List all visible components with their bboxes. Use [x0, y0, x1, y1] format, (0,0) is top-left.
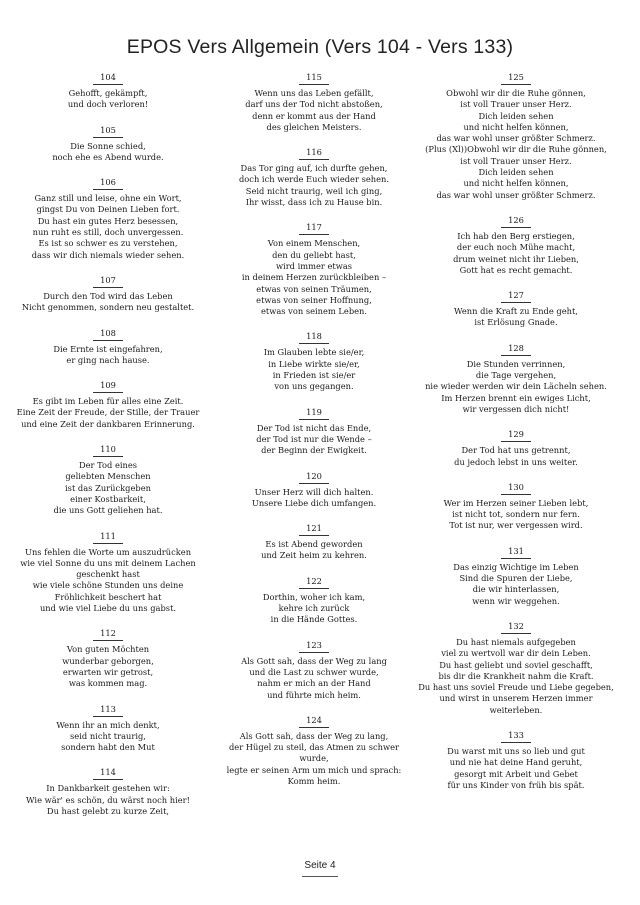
verse-text — [8, 783, 208, 817]
verse-number-rule — [501, 227, 531, 228]
verse-line: die Tage vergehen, — [475, 370, 557, 381]
verse-line: Das Tor ging auf, ich durfte gehen, — [240, 163, 388, 174]
verse-block — [8, 177, 208, 261]
verse-number: 110 — [100, 444, 116, 455]
verse-number-rule — [501, 558, 531, 559]
verse-number-rule — [501, 494, 531, 495]
verse-line: wie viel Sonne du uns mit deinem Lachen — [20, 557, 196, 568]
verse-text — [416, 306, 616, 329]
verse-line: in deinem Herzen zurückbleiben – — [241, 272, 387, 283]
verse-number-rule — [93, 543, 123, 544]
verse-text — [214, 539, 414, 562]
verse-block — [8, 328, 208, 367]
verse-number: 120 — [306, 470, 322, 481]
verse-line: Dich leiden sehen — [478, 167, 554, 178]
verse-number-rule — [299, 588, 329, 589]
verse-text — [416, 637, 616, 716]
verse-line: Gehofft, gekämpft, — [68, 88, 148, 98]
verse-line: einer Kostbarkeit, — [70, 493, 146, 504]
verse-line: des gleichen Meisters. — [266, 121, 362, 132]
verse-line: Wenn die Kraft zu Ende geht, — [454, 306, 578, 317]
verse-number: 112 — [100, 628, 116, 639]
verse-line: und eine Zeit der dankbaren Erinnerung. — [21, 418, 195, 429]
verse-number-rule — [299, 652, 329, 653]
verse-line: wenn wir weggehen. — [472, 595, 560, 606]
verse-line: du jedoch lebst in uns weiter. — [454, 456, 578, 467]
verse-line: Komm heim. — [287, 775, 341, 786]
verse-number: 116 — [306, 147, 322, 158]
verse-line: Du hast gelebt zu kurze Zeit, — [46, 805, 170, 816]
verse-text — [8, 547, 208, 615]
verse-line: Seid nicht traurig, weil ich ging, — [245, 185, 383, 196]
verse-line: Der Tod ist nicht das Ende, — [256, 422, 372, 433]
verse-line: der euch noch Mühe macht, — [456, 242, 576, 253]
verse-line: gingst Du von Deinen Lieben fort. — [36, 204, 180, 215]
verse-line: Nicht genommen, sondern neu gestaltet. — [21, 302, 195, 313]
verse-text — [214, 88, 414, 133]
verse-line: Es ist Abend geworden — [265, 539, 363, 550]
verse-line: weiterleben. — [489, 704, 543, 715]
verse-line: und nie hat deine Hand geruht, — [449, 757, 583, 768]
verse-line: Obwohl wir dir die Ruhe gönnen, — [446, 88, 586, 98]
verse-line: den du geliebt hast, — [272, 249, 356, 260]
verse-line: denn er kommt aus der Hand — [252, 110, 376, 121]
verse-line: Der Tod eines — [78, 460, 138, 471]
verse-number: 117 — [306, 222, 322, 233]
verse-block — [8, 125, 208, 164]
verse-number: 123 — [306, 639, 322, 650]
verse-block — [8, 628, 208, 689]
verse-line: Durch den Tod wird das Leben — [43, 290, 173, 301]
verse-line: wurde, — [299, 753, 329, 764]
verse-line: doch ich werde Euch wieder sehen. — [239, 174, 389, 185]
verse-line: Uns fehlen die Worte um auszudrücken — [24, 546, 192, 557]
verse-text — [8, 460, 208, 516]
verse-line: Wenn uns das Leben gefällt, — [254, 88, 374, 98]
verse-line: nie wieder werden wir dein Lächeln sehen. — [425, 381, 607, 392]
verse-line: noch ehe es Abend wurde. — [52, 151, 164, 162]
verse-number: 109 — [100, 380, 116, 391]
verse-number: 129 — [508, 429, 524, 440]
verse-line: ist das Zurückgeben — [65, 482, 151, 493]
verse-text — [8, 344, 208, 367]
verse-number-rule — [93, 779, 123, 780]
verse-line: das war wohl unser größter Schmerz. — [436, 133, 596, 144]
verse-number-rule — [299, 727, 329, 728]
verse-text — [8, 720, 208, 754]
verse-line: geschenkt hast — [76, 569, 140, 580]
verse-block — [214, 407, 414, 457]
verse-line: von uns gegangen. — [274, 381, 354, 392]
footer-rule — [302, 876, 338, 877]
verse-line: und die Last zu schwer wurde, — [249, 666, 379, 677]
verse-number-rule — [501, 302, 531, 303]
verse-line: sondern habt den Mut — [61, 742, 155, 753]
verse-block — [214, 640, 414, 701]
verse-text — [8, 193, 208, 261]
verse-line: etwas von seinem Leben. — [260, 306, 368, 317]
verse-line: etwas von seiner Hoffnung, — [256, 294, 372, 305]
verse-line: in Frieden ist sie/er — [272, 370, 356, 381]
verse-line: Im Herzen brennt ein ewiges Licht, — [441, 392, 591, 403]
verse-line: und nicht helfen können, — [463, 178, 569, 189]
verse-text — [214, 423, 414, 457]
verse-text — [8, 396, 208, 430]
verse-line: und wie viel Liebe du uns gabst. — [39, 603, 177, 614]
verse-text — [8, 141, 208, 164]
verse-text — [416, 445, 616, 468]
verse-line: Ihr wisst, dass ich zu Hause bin. — [245, 197, 383, 208]
verse-line: geliebten Menschen — [65, 471, 151, 482]
verse-line: wie viele schöne Stunden uns deine — [32, 580, 184, 591]
verse-line: Die Sonne schied, — [70, 140, 146, 151]
verse-block — [416, 621, 616, 716]
verse-block — [214, 72, 414, 133]
verse-line: Eine Zeit der Freude, der Stille, der Trauer — [16, 407, 200, 418]
verse-line: Der Tod hat uns getrennt, — [461, 445, 571, 456]
verse-number: 133 — [508, 729, 524, 740]
verse-line: Von guten Möchten — [66, 644, 150, 655]
verse-line: seid nicht traurig, — [70, 730, 146, 741]
verse-line: (Plus (Xl))Obwohl wir dir die Ruhe gönnen, — [425, 144, 607, 155]
verse-number-rule — [93, 340, 123, 341]
verse-number: 128 — [508, 342, 524, 353]
verse-block — [8, 275, 208, 314]
verse-line: Von einem Menschen, — [267, 238, 361, 249]
verse-block — [214, 576, 414, 626]
verse-line: und führte mich heim. — [267, 689, 361, 700]
verse-number: 118 — [306, 331, 322, 342]
verse-number-rule — [93, 456, 123, 457]
verse-block — [8, 704, 208, 754]
verse-block — [416, 429, 616, 468]
verse-line: nun ruht es still, doch unvergessen. — [32, 227, 184, 238]
verse-block — [416, 343, 616, 415]
verse-line: Dich leiden sehen — [478, 110, 554, 121]
verse-block — [8, 72, 208, 111]
verse-line: Ich hab den Berg erstiegen, — [457, 230, 575, 241]
verse-line: Unser Herz will dich halten. — [254, 486, 374, 497]
verse-line: bis dir die Krankheit nahm die Kraft. — [438, 670, 594, 681]
verse-line: die uns Gott geliehen hat. — [53, 505, 163, 516]
verse-number: 126 — [508, 214, 524, 225]
verse-number-rule — [299, 483, 329, 484]
verse-line: und nicht helfen können, — [463, 121, 569, 132]
verse-line: Als Gott sah, dass der Weg zu lang, — [239, 730, 389, 741]
verse-line: Sind die Spuren der Liebe, — [459, 573, 573, 584]
verse-block — [416, 730, 616, 791]
verse-text — [416, 746, 616, 791]
verse-text — [8, 644, 208, 689]
verse-number-rule — [501, 441, 531, 442]
verse-line: Ganz still und leise, ohne ein Wort, — [34, 193, 182, 204]
verse-number-rule — [299, 419, 329, 420]
verse-line: der Beginn der Ewigkeit. — [261, 445, 367, 456]
verse-block — [416, 482, 616, 532]
verse-line: in die Hände Gottes. — [270, 614, 358, 625]
verse-block — [8, 444, 208, 516]
verse-number-rule — [93, 84, 123, 85]
verse-block — [8, 767, 208, 817]
verse-line: Dorthin, woher ich kam, — [262, 591, 366, 602]
verse-text — [416, 498, 616, 532]
verse-line: was kommen mag. — [68, 678, 148, 689]
verse-line: wird immer etwas — [275, 260, 353, 271]
verse-number: 119 — [306, 406, 322, 417]
verse-number: 113 — [100, 703, 116, 714]
verse-number: 125 — [508, 72, 524, 82]
verse-number: 105 — [100, 124, 116, 135]
verse-number-rule — [93, 716, 123, 717]
verse-text — [8, 88, 208, 111]
verse-text — [214, 656, 414, 701]
verse-line: etwas von seinen Träumen, — [256, 283, 372, 294]
verse-block — [214, 715, 414, 787]
verse-text — [8, 291, 208, 314]
verse-block — [214, 331, 414, 392]
verse-line: Du warst mit uns so lieb und gut — [447, 745, 585, 756]
verse-number-rule — [501, 742, 531, 743]
verse-line: Wenn ihr an mich denkt, — [56, 719, 160, 730]
verse-line: Die Stunden verrinnen, — [466, 358, 566, 369]
verse-block — [8, 531, 208, 615]
verse-column-3 — [416, 72, 616, 805]
verse-line: kehre ich zurück — [278, 603, 350, 614]
verse-number: 122 — [306, 575, 322, 586]
verse-text — [416, 88, 616, 201]
verse-block — [214, 523, 414, 562]
verse-text — [214, 238, 414, 317]
verse-number: 132 — [508, 620, 524, 631]
verse-line: dass wir dich niemals wieder sehen. — [31, 249, 185, 260]
verse-line: ist voll Trauer unser Herz. — [460, 99, 572, 110]
verse-line: ist voll Trauer unser Herz. — [460, 155, 572, 166]
verse-number: 131 — [508, 545, 524, 556]
verse-line: darf uns der Tod nicht abstoßen, — [245, 99, 383, 110]
verse-line: und Zeit heim zu kehren. — [261, 550, 367, 561]
verse-block — [416, 72, 616, 201]
verse-line: in Liebe wirkte sie/er, — [268, 358, 360, 369]
verse-number-rule — [501, 633, 531, 634]
verse-number: 107 — [100, 274, 116, 285]
verse-number-rule — [299, 343, 329, 344]
verse-text — [416, 231, 616, 276]
verse-number: 121 — [306, 523, 322, 534]
verse-line: Es ist so schwer es zu verstehen, — [38, 238, 178, 249]
verse-number: 114 — [100, 767, 116, 778]
verse-line: der Tod ist nur die Wende – — [256, 433, 372, 444]
verse-number-rule — [93, 137, 123, 138]
verse-line: das war wohl unser größter Schmerz. — [436, 189, 596, 200]
verse-line: erwarten wir getrost, — [62, 666, 154, 677]
verse-line: nahm er mich an der Hand — [257, 678, 371, 689]
verse-text — [214, 731, 414, 787]
verse-line: wunderbar geborgen, — [62, 655, 154, 666]
verse-line: In Dankbarkeit gestehen wir: — [46, 783, 170, 794]
verse-block — [214, 471, 414, 510]
verse-line: Du hast niemals aufgegeben — [456, 636, 576, 647]
verse-number: 115 — [306, 72, 322, 82]
verse-number: 106 — [100, 177, 116, 188]
verse-number-rule — [93, 189, 123, 190]
verse-block — [214, 147, 414, 208]
verse-line: der Hügel zu steil, das Atmen zu schwer — [228, 742, 400, 753]
verse-column-2 — [214, 72, 414, 801]
verse-line: Als Gott sah, dass der Weg zu lang — [241, 655, 387, 666]
page-number: Seite 4 — [304, 860, 336, 871]
page-title: EPOS Vers Allgemein (Vers 104 - Vers 133) — [126, 36, 514, 58]
verse-number-rule — [93, 392, 123, 393]
verse-line: legte er seinen Arm um mich und sprach: — [226, 764, 402, 775]
verse-block — [214, 222, 414, 317]
verse-line: wir vergessen dich nicht! — [462, 403, 570, 414]
verse-number: 124 — [306, 714, 322, 725]
verse-line: Das einzig Wichtige im Leben — [453, 561, 579, 572]
verse-number-rule — [299, 159, 329, 160]
verse-block — [416, 215, 616, 276]
verse-number-rule — [501, 355, 531, 356]
verse-block — [416, 290, 616, 329]
verse-line: für uns Kinder von früh bis spät. — [447, 779, 585, 790]
verse-number: 130 — [508, 481, 524, 492]
verse-line: Du hast uns soviel Freude und Liebe gegeben, — [418, 682, 614, 693]
verse-block — [416, 546, 616, 607]
verse-line: Die Ernte ist eingefahren, — [53, 343, 163, 354]
verse-text — [214, 487, 414, 510]
verse-line: viel zu wertvoll war dir dein Leben. — [441, 648, 591, 659]
verse-line: gesorgt mit Arbeit und Gebet — [454, 768, 578, 779]
verse-line: Gott hat es recht gemacht. — [459, 264, 573, 275]
verse-line: ist Erlösung Gnade. — [474, 317, 558, 328]
verse-number: 127 — [508, 290, 524, 301]
verse-text — [416, 562, 616, 607]
verse-line: Im Glauben lebte sie/er, — [263, 347, 365, 358]
verse-number: 108 — [100, 327, 116, 338]
verse-line: Fröhlichkeit beschert hat — [54, 591, 162, 602]
verse-text — [416, 359, 616, 415]
verse-line: Es gibt im Leben für alles eine Zeit. — [32, 396, 184, 407]
verse-text — [214, 592, 414, 626]
verse-line: und wirst in unserem Herzen immer — [439, 693, 593, 704]
verse-line: Tot ist nur, wer vergessen wird. — [449, 520, 583, 531]
verse-number-rule — [501, 84, 531, 85]
verse-line: die wir hinterlassen, — [472, 584, 560, 595]
verse-number-rule — [299, 234, 329, 235]
verse-line: Unsere Liebe dich umfangen. — [251, 497, 377, 508]
verse-column-1 — [8, 72, 208, 831]
verse-line: ist nicht tot, sondern nur fern. — [452, 509, 580, 520]
verse-line: drum weinet nicht ihr Lieben, — [453, 253, 579, 264]
verse-line: und doch verloren! — [67, 99, 149, 110]
verse-line: er ging nach hause. — [66, 354, 150, 365]
verse-line: Wer im Herzen seiner Lieben lebt, — [443, 497, 589, 508]
verse-line: Du hast ein gutes Herz besessen, — [37, 215, 179, 226]
verse-number: 111 — [100, 530, 116, 541]
verse-number: 104 — [100, 72, 116, 82]
verse-line: Wie wär' es schön, du wärst noch hier! — [26, 794, 190, 805]
verse-number-rule — [299, 535, 329, 536]
verse-block — [8, 380, 208, 430]
verse-text — [214, 163, 414, 208]
verse-number-rule — [299, 84, 329, 85]
verse-number-rule — [93, 287, 123, 288]
verse-text — [214, 347, 414, 392]
verse-number-rule — [93, 640, 123, 641]
verse-line: Du hast geliebt und soviel geschafft, — [439, 659, 593, 670]
